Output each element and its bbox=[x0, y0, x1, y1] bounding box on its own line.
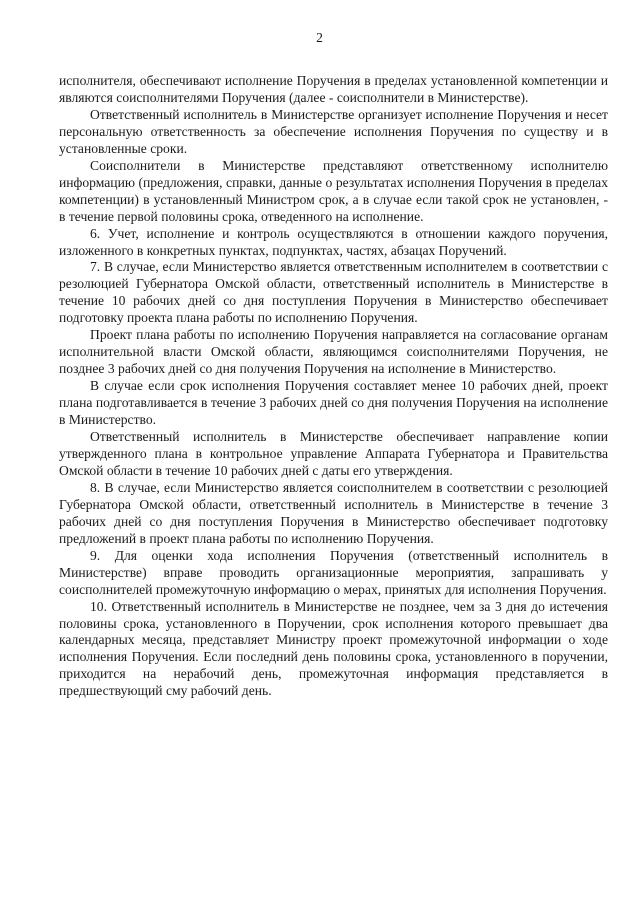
paragraph-plan-copy: Ответственный исполнитель в Министерстве обеспечивает направление копии утвержденного плана в контрольное управление Аппарата Губернатора и Правительства Омской области в течение 10 рабочих дней с даты его утверждения. bbox=[59, 429, 608, 478]
paragraph-item-8: 8. В случае, если Министерство является соисполнителем в соответствии с резолюцией Губернатора Омской области, ответственный исполнитель в Министерстве в течение 3 рабочих дней со дня поступления Поручения в Министерство обеспечивает подготовку предложений в проект плана работы по исполнению Поручения. bbox=[59, 479, 608, 546]
paragraph-1: исполнителя, обеспечивают исполнение Поручения в пределах установленной компетенции и являются соисполнителями Поручения (далее - соисполнители в Министерстве). bbox=[59, 73, 608, 105]
paragraph-item-9: 9. Для оценки хода исполнения Поручения (ответственный исполнитель в Министерстве) вправе проводить организационные мероприятия, запрашивать у соисполнителей промежуточную информацию о мерах, принятых для исполнения Поручения. bbox=[59, 547, 608, 597]
paragraph-plan-approval: Проект плана работы по исполнению Поручения направляется на согласование органам исполнительной власти Омской области, являющимся соисполнителями Поручения, не позднее 3 рабочих дней со дня получения Поручения на исполнение в Министерство. bbox=[59, 327, 608, 377]
paragraph-item-7: 7. В случае, если Министерство является ответственным исполнителем в соответствии с резолюцией Губернатора Омской области, ответственный исполнитель в Министерстве в течение 10 рабочих дней со дня поступления Поручения в Министерство обеспечивает подготовку проекта плана работы по исполнению Поручения. bbox=[59, 259, 608, 326]
paragraph-2: Ответственный исполнитель в Министерстве организует исполнение Поручения и несет персональную ответственность за обеспечение исполнения Поручения по существу и в установленные сроки. bbox=[59, 106, 608, 156]
page-number: 2 bbox=[316, 30, 323, 45]
paragraph-item-6: 6. Учет, исполнение и контроль осуществляются в отношении каждого поручения, изложенного в конкретных пунктах, подпунктах, частях, абзацах Поручений. bbox=[59, 225, 608, 258]
paragraph-3: Соисполнители в Министерстве представляют ответственному исполнителю информацию (предложения, справки, данные о результатах исполнения Поручения в пределах компетенции) в установленный Министром срок, а в случае если такой срок не установлен, - в течение первой половины срока, отведенного на исполнение. bbox=[59, 157, 608, 224]
paragraph-item-10: 10. Ответственный исполнитель в Министерстве не позднее, чем за 3 дня до истечения половины срока, установленного в Поручении, срок исполнения которого превышает два календарных месяца, представляет Министру проект промежуточной информации о ходе исполнения Поручения. Если последний день половины срока, установленного в поручении, приходится на нерабочий день, промежуточная информация представляется в предшествующий сму рабочий день. bbox=[59, 598, 608, 699]
paragraph-short-deadline: В случае если срок исполнения Поручения составляет менее 10 рабочих дней, проект плана подготавливается в течение 3 рабочих дней со дня получения Поручения на исполнение в Министерство. bbox=[59, 378, 608, 428]
